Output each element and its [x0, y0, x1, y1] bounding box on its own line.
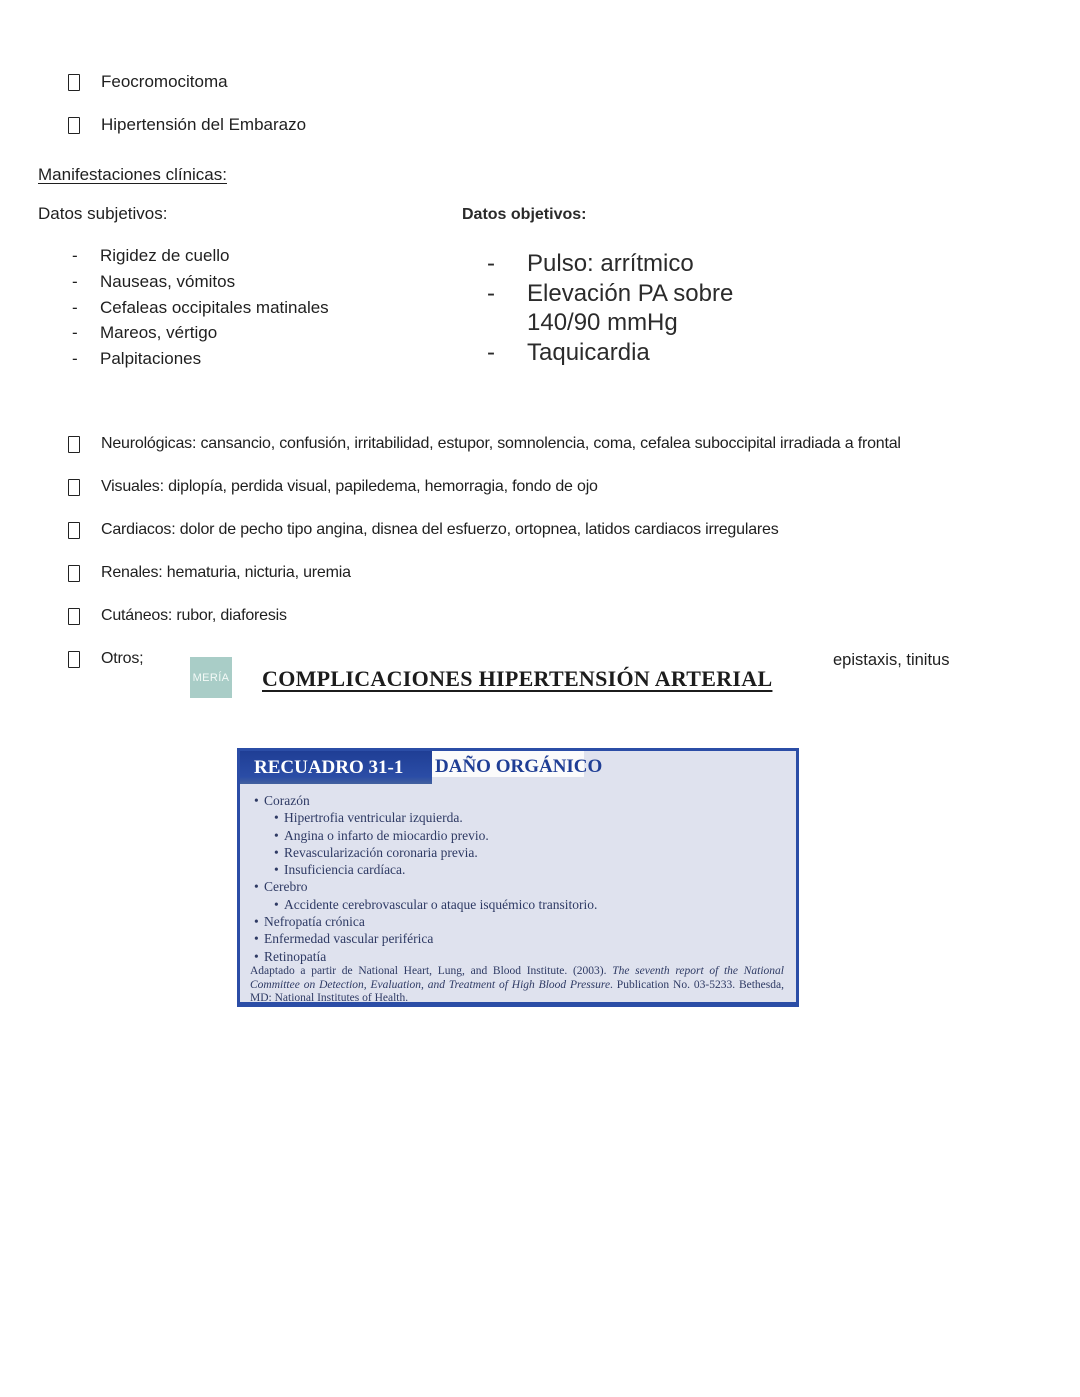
objective-heading: Datos objetivos:: [462, 206, 587, 223]
list-item-label: Insuficiencia cardíaca.: [284, 862, 406, 878]
checkbox-placeholder-icon: [68, 436, 80, 453]
bullet-marker: •: [274, 827, 279, 843]
bullet-marker: •: [254, 948, 259, 964]
recuadro-box: [237, 748, 799, 1007]
list-item: [250, 827, 597, 844]
list-item: [72, 346, 329, 372]
dash-marker: -: [487, 339, 495, 366]
checklist-item: [0, 478, 598, 496]
list-item: [250, 948, 597, 965]
bullet-marker: •: [274, 896, 279, 912]
dash-marker: -: [72, 349, 78, 369]
list-item: [72, 243, 329, 269]
list-item-label: Revascularización coronaria previa.: [284, 844, 478, 860]
list-item-label: Accidente cerebrovascular o ataque isquémico transitorio.: [284, 896, 598, 912]
checklist-item: [0, 115, 306, 135]
list-item: [250, 792, 597, 809]
list-item: [72, 269, 329, 295]
list-item-label: Enfermedad vascular periférica: [264, 931, 434, 947]
list-item-label: Cerebro: [264, 879, 308, 895]
checkbox-placeholder-icon: [68, 651, 80, 668]
footnote-text: Adaptado a partir de National Heart, Lung, and Blood Institute. (2003).: [250, 965, 613, 977]
list-item: [72, 320, 329, 346]
list-item-label: Cefaleas occipitales matinales: [100, 297, 329, 317]
badge-label: MERÍA: [192, 671, 230, 684]
list-item-label: Corazón: [264, 793, 310, 808]
subjective-heading: Datos subjetivos:: [38, 204, 168, 223]
list-item-label: Mareos, vértigo: [100, 323, 218, 343]
checkbox-placeholder-icon: [68, 74, 80, 91]
checklist-item-label: Otros;: [101, 650, 144, 667]
bullet-marker: •: [254, 879, 259, 895]
list-item: [250, 878, 597, 895]
dash-marker: -: [72, 297, 78, 317]
list-item: [250, 930, 597, 947]
bullet-marker: •: [254, 914, 259, 930]
list-item-label: Elevación PA sobre: [527, 280, 734, 307]
list-item-label: Retinopatía: [264, 948, 327, 964]
checklist-item-label: Feocromocitoma: [101, 72, 228, 91]
dash-marker: -: [72, 271, 78, 291]
list-item: [487, 280, 733, 308]
checklist-item: [0, 521, 779, 539]
checkbox-placeholder-icon: [68, 117, 80, 134]
checkbox-placeholder-icon: [68, 565, 80, 582]
recuadro-list: [250, 792, 597, 965]
list-item-label: Nauseas, vómitos: [100, 271, 236, 291]
list-item-label: Taquicardia: [527, 339, 650, 366]
list-item-label: Nefropatía crónica: [264, 914, 365, 930]
list-item: [250, 913, 597, 930]
dash-marker: -: [487, 250, 495, 277]
bullet-marker: •: [254, 931, 259, 947]
dash-marker: -: [72, 246, 78, 265]
list-item-label: Hipertrofia ventricular izquierda.: [284, 810, 463, 826]
recuadro-label: RECUADRO 31-1: [240, 751, 432, 784]
list-item: [250, 809, 597, 826]
checklist-item: [0, 650, 143, 668]
checklist-item: [0, 564, 351, 582]
list-item-continuation: [487, 309, 733, 337]
checklist-item-label: Cutáneos: rubor, diaforesis: [101, 607, 287, 624]
checklist-item: [0, 72, 228, 92]
recuadro-heading: DAÑO ORGÁNICO: [435, 756, 603, 777]
image-title: COMPLICACIONES HIPERTENSIÓN ARTERIAL: [262, 666, 773, 691]
bullet-marker: •: [254, 793, 259, 808]
list-item: [250, 844, 597, 861]
list-item-label: Rigidez de cuello: [100, 246, 230, 265]
checklist-item: [0, 435, 901, 453]
footnote-text: . Publication No. 03-5233. Bethesda, MD: National Institutes of Health.: [250, 978, 784, 1005]
recuadro-footnote: [250, 965, 784, 1006]
list-item-label: 140/90 mmHg: [527, 309, 678, 336]
bullet-marker: •: [274, 862, 279, 878]
objective-list: [487, 250, 733, 367]
checklist-item-label: Visuales: diplopía, perdida visual, papiledema, hemorragia, fondo de ojo: [101, 478, 598, 495]
section-heading: Manifestaciones clínicas:: [38, 165, 227, 184]
checklist-item-label: Renales: hematuria, nicturia, uremia: [101, 564, 351, 581]
list-item: [250, 896, 597, 913]
checklist-item: [0, 607, 287, 625]
checklist-item-label: Cardiacos: dolor de pecho tipo angina, disnea del esfuerzo, ortopnea, latidos cardiacos irregulares: [101, 521, 779, 538]
list-item-label: Pulso: arrítmico: [527, 250, 694, 277]
otros-suffix-text: epistaxis, tinitus: [833, 651, 950, 669]
list-item-label: Angina o infarto de miocardio previo.: [284, 827, 489, 843]
list-item: [487, 339, 733, 367]
checkbox-placeholder-icon: [68, 479, 80, 496]
list-item-label: Palpitaciones: [100, 349, 202, 369]
list-item: [487, 250, 733, 278]
checkbox-placeholder-icon: [68, 522, 80, 539]
bullet-marker: •: [274, 810, 279, 826]
dash-marker: -: [487, 280, 495, 307]
subjective-list: [72, 243, 329, 372]
list-item: [250, 861, 597, 878]
enfermeria-logo-badge: [190, 657, 232, 698]
checklist-item-label: Neurológicas: cansancio, confusión, irritabilidad, estupor, somnolencia, coma, cefalea suboccipital irradiada a frontal: [101, 435, 901, 452]
checkbox-placeholder-icon: [68, 608, 80, 625]
list-item: [72, 295, 329, 321]
footnote-citation-title: The seventh report of the National Committee on Detection, Evaluation, and Treatment of High Blood Pressure: [250, 965, 784, 991]
checklist-item-label: Hipertensión del Embarazo: [101, 115, 307, 134]
dash-marker: -: [72, 323, 78, 343]
bullet-marker: •: [274, 844, 279, 860]
